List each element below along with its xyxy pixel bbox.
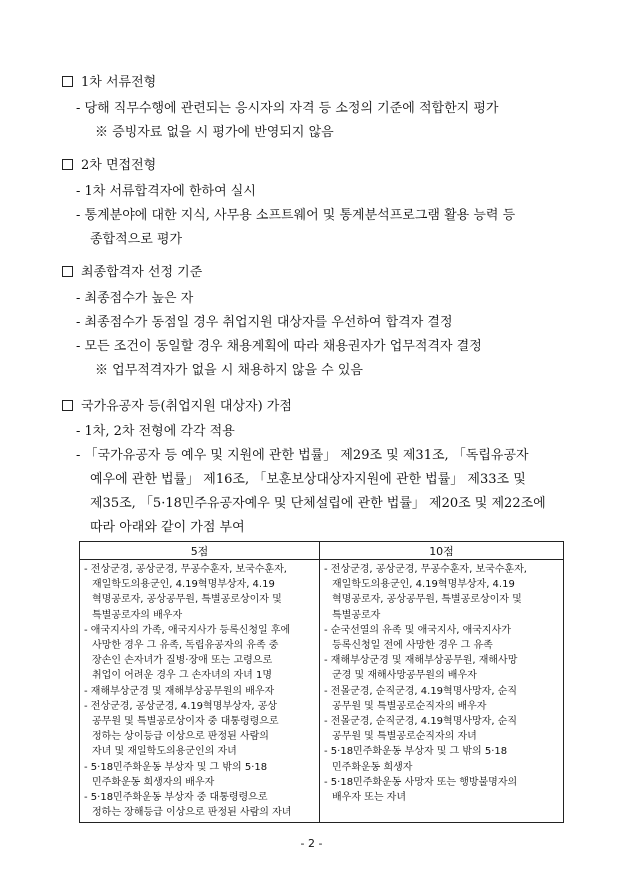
list-item-line: 장손인 손자녀가 질병·장애 또는 고령으로 <box>92 655 273 667</box>
column-10-points <box>320 560 564 823</box>
list-item <box>324 653 560 683</box>
list-item <box>324 684 560 714</box>
list-item-line: - 전몰군경, 순직군경, 4.19혁명사망자, 순직 <box>324 685 518 697</box>
page-number: - 2 - <box>300 837 323 850</box>
list-item-line: 혁명공로자, 공상공무원, 특별공로상이자 및 <box>332 594 522 606</box>
note-line: ※ 증빙자료 없을 시 평가에 반영되지 않음 <box>95 125 334 140</box>
checkbox-square-icon <box>62 266 73 277</box>
bullet-line: - 당해 직무수행에 관련되는 응시자의 자격 등 소정의 기준에 적합한지 평가 <box>76 101 499 116</box>
checkbox-square-icon <box>62 400 73 411</box>
list-item <box>324 775 560 805</box>
list-item-line: 취업이 어려운 경우 그 손자녀의 자녀 1명 <box>92 670 272 682</box>
list-item-line: 배우자 또는 자녀 <box>332 792 406 804</box>
list-item-line: 사망한 경우 그 유족, 독립유공자의 유족 중 <box>92 640 279 652</box>
continuation-line: 종합적으로 평가 <box>90 232 183 247</box>
list-item <box>324 714 560 744</box>
section-heading: 2차 면접전형 <box>62 156 572 176</box>
table-header-row <box>80 542 564 560</box>
list-item-line: - 전상군경, 공상군경, 무공수훈자, 보국수훈자, <box>84 564 287 575</box>
list-item-line: - 5·18민주화운동 부상자 및 그 밖의 5·18 <box>324 746 508 758</box>
list-item <box>84 699 316 760</box>
bullet-line: - 모든 조건이 동일할 경우 채용계획에 따라 채용권자가 업무적격자 결정 <box>76 339 482 354</box>
column-5-points <box>80 560 320 823</box>
list-item-line: 특별공로자 <box>332 609 381 621</box>
list-item <box>324 562 560 623</box>
bullet-line: - 통계분야에 대한 지식, 사무용 소프트웨어 및 통계분석프로그램 활용 능력 등 <box>76 208 516 223</box>
list-item-line: 민주화운동 희생자 <box>332 761 413 773</box>
list-item-line: 공무원 및 특별공로순직자의 배우자 <box>332 700 487 712</box>
list-item-line: - 재해부상군경 및 재해부상공무원, 재해사망 <box>324 655 518 667</box>
note-line: ※ 업무적격자가 없을 시 채용하지 않을 수 있음 <box>95 363 363 378</box>
section-interview <box>62 156 572 252</box>
list-item-line: 재일학도의용군인, 4.19혁명부상자, 4.19 <box>92 579 275 591</box>
list-item-line: 특별공로자의 배우자 <box>92 609 183 621</box>
list-item-line: - 5·18민주화운동 부상자 중 대통령령으로 <box>84 792 268 804</box>
list-item-line: 정하는 장해등급 이상으로 판정된 사람의 자녀 <box>92 807 292 819</box>
list-item-line: - 전몰군경, 순직군경, 4.19혁명사망자, 순직 <box>324 716 518 728</box>
list-item <box>84 684 316 699</box>
list-item <box>324 744 560 774</box>
list-item-line: 공무원 및 특별공로순직자의 자녀 <box>332 731 477 743</box>
merit-points-table <box>79 541 564 823</box>
list-item-line: - 5·18민주화운동 부상자 및 그 밖의 5·18 <box>84 761 268 773</box>
list-item-line: 자녀 및 재일학도의용군인의 자녀 <box>92 746 237 758</box>
header-5-points: 5점 <box>80 542 320 560</box>
list-item-line: 정하는 상이등급 이상으로 판정된 사람의 <box>92 731 269 743</box>
table-row <box>80 560 564 823</box>
continuation-line: 제35조, 「5·18민주유공자예우 및 단체설립에 관한 법률」 제20조 및 제22조에 <box>90 496 546 511</box>
list-item <box>84 623 316 684</box>
list-item-line: - 5·18민주화운동 사망자 또는 행방불명자의 <box>324 776 518 788</box>
list-item-line: 재일학도의용군인, 4.19혁명부상자, 4.19 <box>332 579 515 591</box>
list-item-line: - 전상군경, 공상군경, 4.19혁명부상자, 공상 <box>84 700 278 712</box>
bullet-line: - 1차, 2차 전형에 각각 적용 <box>76 424 235 439</box>
list-item-line: - 순국선열의 유족 및 애국지사, 애국지사가 <box>324 624 511 636</box>
section-final-selection <box>62 263 572 383</box>
list-item-line: - 애국지사의 가족, 애국지사가 등록신청일 후에 <box>84 624 291 636</box>
list-item <box>84 790 316 820</box>
list-item-line: 혁명공로자, 공상공무원, 특별공로상이자 및 <box>92 594 282 606</box>
header-10-points: 10점 <box>320 542 564 560</box>
bullet-line: - 「국가유공자 등 예우 및 지원에 관한 법률」 제29조 및 제31조, 「독립유공자 <box>76 448 529 463</box>
list-item-line: 군경 및 재해사망공무원의 배우자 <box>332 670 477 682</box>
section-heading: 최종합격자 선정 기준 <box>62 263 572 283</box>
list-item-line: 등록신청일 전에 사망한 경우 그 유족 <box>332 640 493 652</box>
checkbox-square-icon <box>62 159 73 170</box>
continuation-line: 따라 아래와 같이 가점 부여 <box>90 520 245 535</box>
bullet-line: - 1차 서류합격자에 한하여 실시 <box>76 184 256 199</box>
section-document-screening <box>62 73 572 145</box>
list-item-line: 공무원 및 특별공로상이자 중 대통령령으로 <box>92 716 279 728</box>
list-item-line: - 재해부상군경 및 재해부상공무원의 배우자 <box>84 685 275 697</box>
section-heading: 1차 서류전형 <box>62 73 572 93</box>
bullet-line: - 최종점수가 동점일 경우 취업지원 대상자를 우선하여 합격자 결정 <box>76 315 453 330</box>
bullet-line: - 최종점수가 높은 자 <box>76 291 194 306</box>
continuation-line: 예우에 관한 법률」 제16조, 「보훈보상대상자지원에 관한 법률」 제33조 및 <box>90 472 526 487</box>
list-item <box>324 623 560 653</box>
list-item <box>84 562 316 623</box>
list-item <box>84 760 316 790</box>
section-heading: 국가유공자 등(취업지원 대상자) 가점 <box>62 397 572 417</box>
checkbox-square-icon <box>62 76 73 87</box>
section-merit-bonus <box>62 397 572 540</box>
list-item-line: - 전상군경, 공상군경, 무공수훈자, 보국수훈자, <box>324 564 527 575</box>
list-item-line: 민주화운동 희생자의 배우자 <box>92 776 215 788</box>
